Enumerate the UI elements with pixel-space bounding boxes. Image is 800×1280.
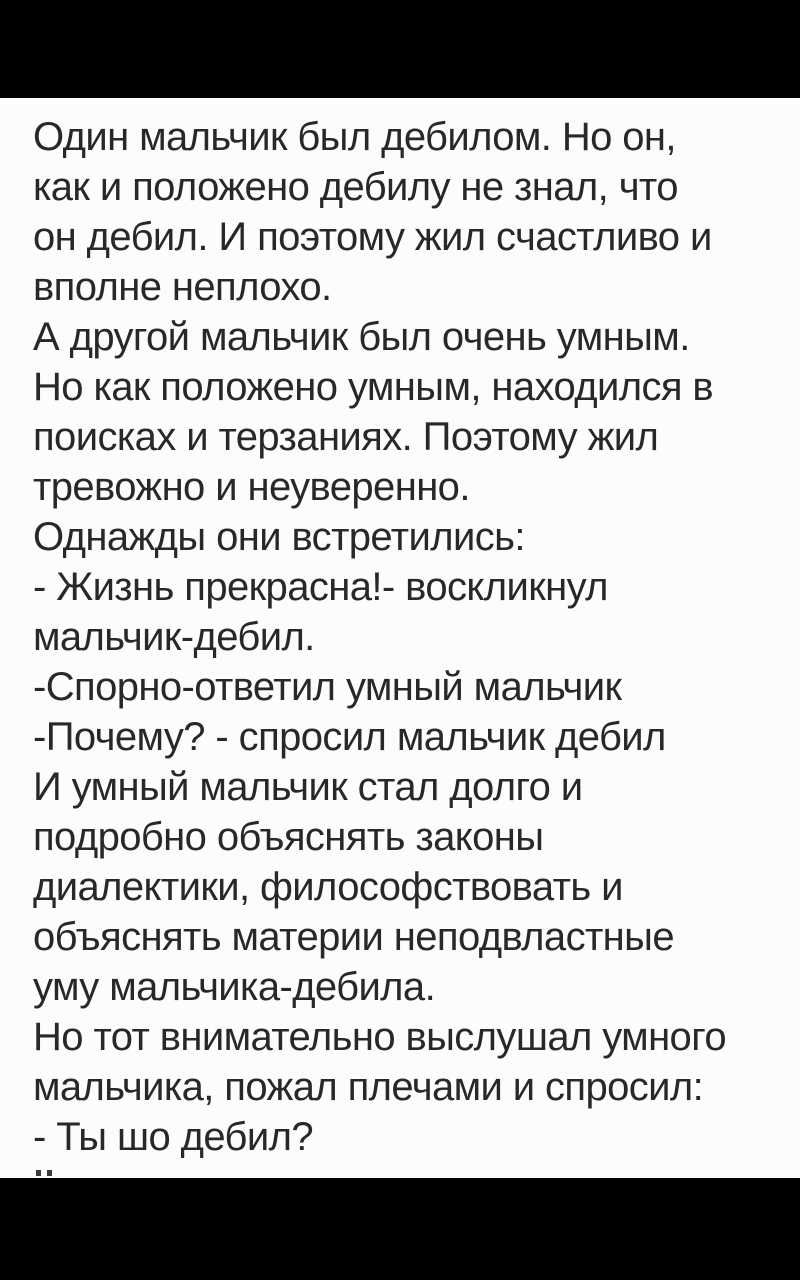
text-line: объяснять материи неподвластные: [33, 915, 674, 959]
text-line: Но тот внимательно выслушал умного: [33, 1015, 726, 1059]
text-line: Но как положено умным, находился в: [33, 365, 714, 409]
text-line: - Ты шо дебил?: [33, 1115, 313, 1159]
text-line: Один мальчик был дебилом. Но он,: [33, 115, 676, 159]
text-line: -Спорно-ответил умный мальчик: [33, 665, 622, 709]
story-text: [33, 112, 792, 1162]
text-line: И умный мальчик стал долго и: [33, 765, 583, 809]
text-line: как и положено дебилу не знал, что: [33, 165, 678, 209]
text-line: поисках и терзаниях. Поэтому жил: [33, 415, 659, 459]
letter-top-mark: [36, 1170, 41, 1176]
text-line: подробно объяснять законы: [33, 815, 544, 859]
clipped-next-line-fragment: [36, 1170, 58, 1177]
text-line: мальчик-дебил.: [33, 615, 315, 659]
text-line: Однажды они встретились:: [33, 515, 525, 559]
text-line: вполне неплохо.: [33, 265, 332, 309]
text-line: А другой мальчик был очень умным.: [33, 315, 690, 359]
text-line: тревожно и неуверенно.: [33, 465, 470, 509]
text-line: мальчика, пожал плечами и спросил:: [33, 1065, 704, 1109]
text-line: диалектики, философствовать и: [33, 865, 623, 909]
text-card: [0, 98, 800, 1178]
text-line: - Жизнь прекрасна!- воскликнул: [33, 565, 608, 609]
top-black-bar: [0, 0, 800, 98]
letter-top-mark: [47, 1170, 52, 1176]
text-line: он дебил. И поэтому жил счастливо и: [33, 215, 712, 259]
text-line: -Почему? - спросил мальчик дебил: [33, 715, 666, 759]
text-line: уму мальчика-дебила.: [33, 965, 436, 1009]
bottom-black-bar: [0, 1178, 800, 1280]
